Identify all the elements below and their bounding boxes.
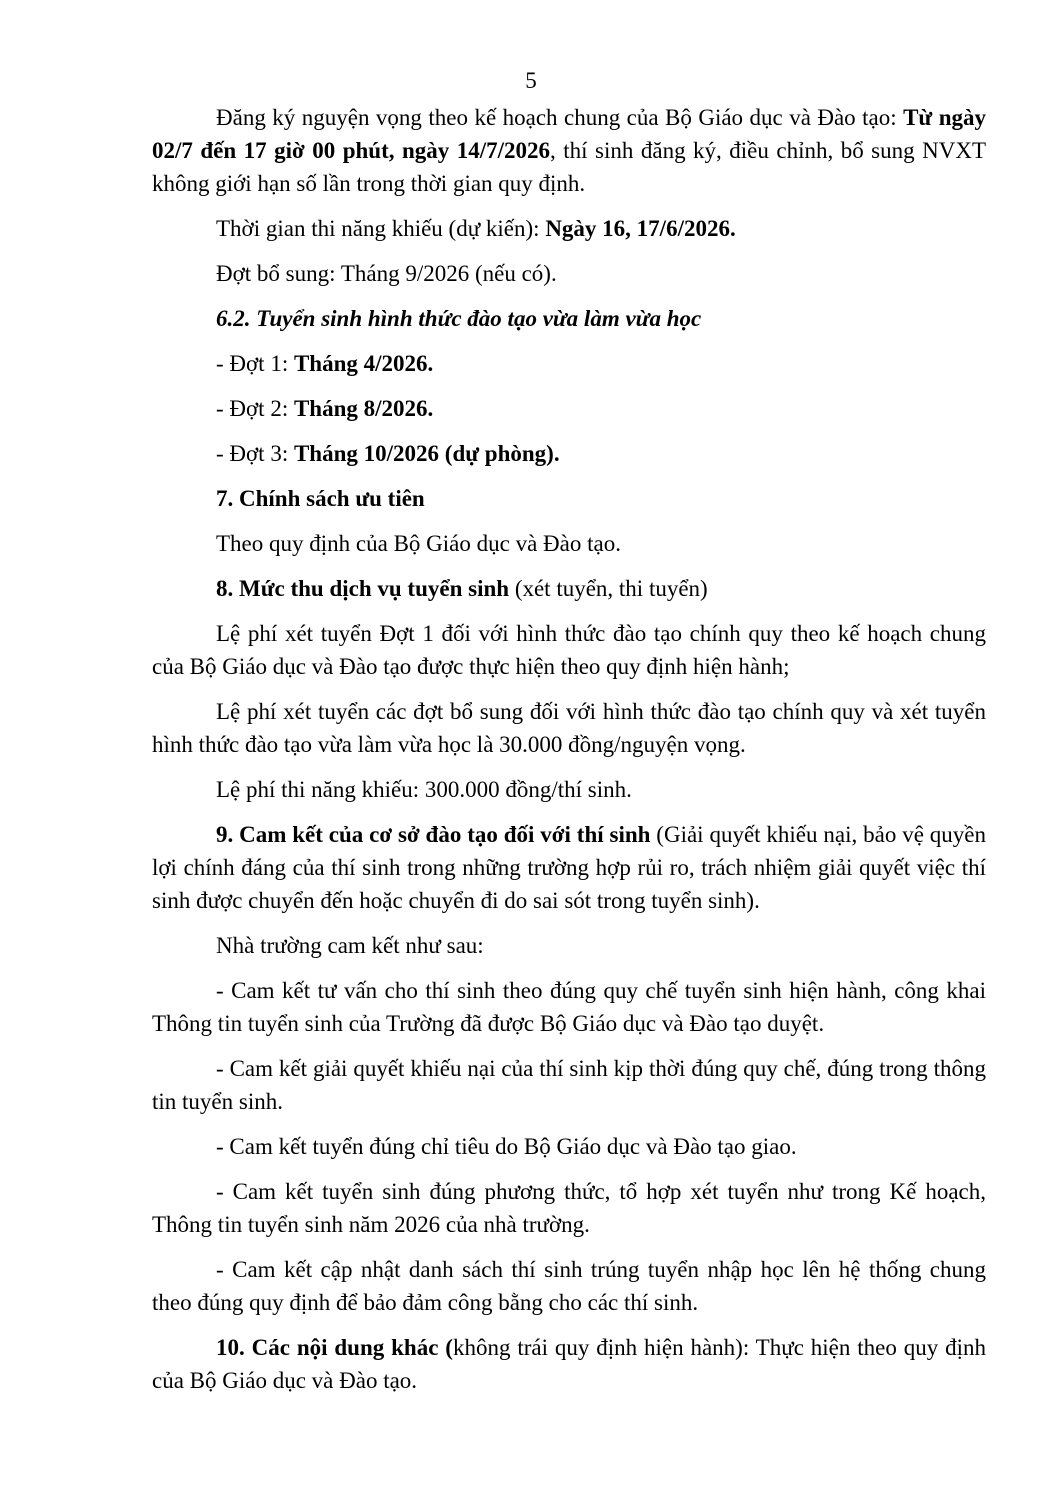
aptitude-exam-date: Ngày 16, 17/6/2026.	[545, 216, 736, 241]
round-label: - Đợt 2:	[216, 396, 294, 421]
heading-7	[152, 482, 986, 515]
round-item	[152, 392, 986, 425]
round-value: Tháng 4/2026.	[293, 351, 434, 376]
round-item	[152, 347, 986, 380]
paragraph-priority-policy: Theo quy định của Bộ Giáo dục và Đào tạo.	[216, 531, 621, 556]
heading-7-text: 7. Chính sách ưu tiên	[216, 486, 425, 511]
document-body	[152, 101, 986, 1409]
heading-10-note: không trái quy định hiện hành): Thực hiện theo quy định của Bộ Giáo dục và Đào tạo.	[152, 1335, 986, 1393]
round-value: Tháng 10/2026 (dự phòng).	[293, 441, 560, 466]
heading-6-2-text: 6.2. Tuyển sinh hình thức đào tạo vừa làm vừa học	[216, 306, 702, 331]
registration-text: Đăng ký nguyện vọng theo kế hoạch chung của Bộ Giáo dục và Đào tạo:	[216, 105, 904, 130]
aptitude-exam-label: Thời gian thi năng khiếu (dự kiến):	[216, 216, 546, 241]
heading-9-note: (Giải quyết khiếu nại, bảo vệ quyền lợi chính đáng của thí sinh trong những trường hợp rủi ro, trách nhiệm giải quyết việc thí sinh được chuyển đến hoặc chuyển đi do sai sót trong tuyển sinh).	[152, 822, 986, 913]
commitment-item: - Cam kết tư vấn cho thí sinh theo đúng quy chế tuyển sinh hiện hành, công khai Thông tin tuyển sinh của Trường đã được Bộ Giáo dục và Đào tạo duyệt.	[152, 978, 986, 1036]
round-label: - Đợt 1:	[216, 351, 294, 376]
registration-text-end: , thí sinh đăng ký, điều chỉnh, bổ sung NVXT không giới hạn số lần trong thời gian quy định.	[152, 138, 986, 196]
paragraph-fee-round1: Lệ phí xét tuyển Đợt 1 đối với hình thức đào tạo chính quy theo kế hoạch chung của Bộ Giáo dục và Đào tạo được thực hiện theo quy định hiện hành;	[152, 621, 986, 679]
paragraph-registration	[152, 101, 986, 200]
commitment-item: - Cam kết tuyển đúng chỉ tiêu do Bộ Giáo dục và Đào tạo giao.	[216, 1134, 797, 1159]
paragraph-fee-aptitude: Lệ phí thi năng khiếu: 300.000 đồng/thí sinh.	[216, 777, 632, 802]
round-label: - Đợt 3:	[216, 441, 294, 466]
paragraph-fee-supplementary: Lệ phí xét tuyển các đợt bổ sung đối với hình thức đào tạo chính quy và xét tuyển hình thức đào tạo vừa làm vừa học là 30.000 đồng/nguyện vọng.	[152, 699, 986, 757]
heading-9-text: 9. Cam kết của cơ sở đào tạo đối với thí sinh	[216, 822, 651, 847]
page-number: 5	[525, 68, 537, 93]
registration-deadline: Từ ngày 02/7 đến 17 giờ 00 phút, ngày 14/7/2026	[152, 105, 986, 163]
heading-8-note: (xét tuyển, thi tuyển)	[509, 576, 708, 601]
heading-8	[152, 572, 986, 605]
round-value: Tháng 8/2026.	[293, 396, 434, 421]
heading-8-text: 8. Mức thu dịch vụ tuyển sinh	[216, 576, 510, 601]
heading-9	[152, 818, 986, 917]
heading-10	[152, 1331, 986, 1397]
heading-10-text: 10. Các nội dung khác (	[216, 1335, 453, 1360]
commitment-item: - Cam kết giải quyết khiếu nại của thí sinh kịp thời đúng quy chế, đúng trong thông tin tuyển sinh.	[152, 1056, 986, 1114]
round-item	[152, 437, 986, 470]
commitment-item: - Cam kết cập nhật danh sách thí sinh trúng tuyển nhập học lên hệ thống chung theo đúng quy định để bảo đảm công bằng cho các thí sinh.	[152, 1257, 986, 1315]
heading-6-2	[152, 302, 986, 335]
commitment-item: - Cam kết tuyển sinh đúng phương thức, tổ hợp xét tuyển như trong Kế hoạch, Thông tin tuyển sinh năm 2026 của nhà trường.	[152, 1179, 986, 1237]
paragraph-aptitude-exam	[152, 212, 986, 245]
paragraph-supplementary-round: Đợt bổ sung: Tháng 9/2026 (nếu có).	[216, 261, 557, 286]
paragraph-commitment-intro: Nhà trường cam kết như sau:	[216, 933, 484, 958]
